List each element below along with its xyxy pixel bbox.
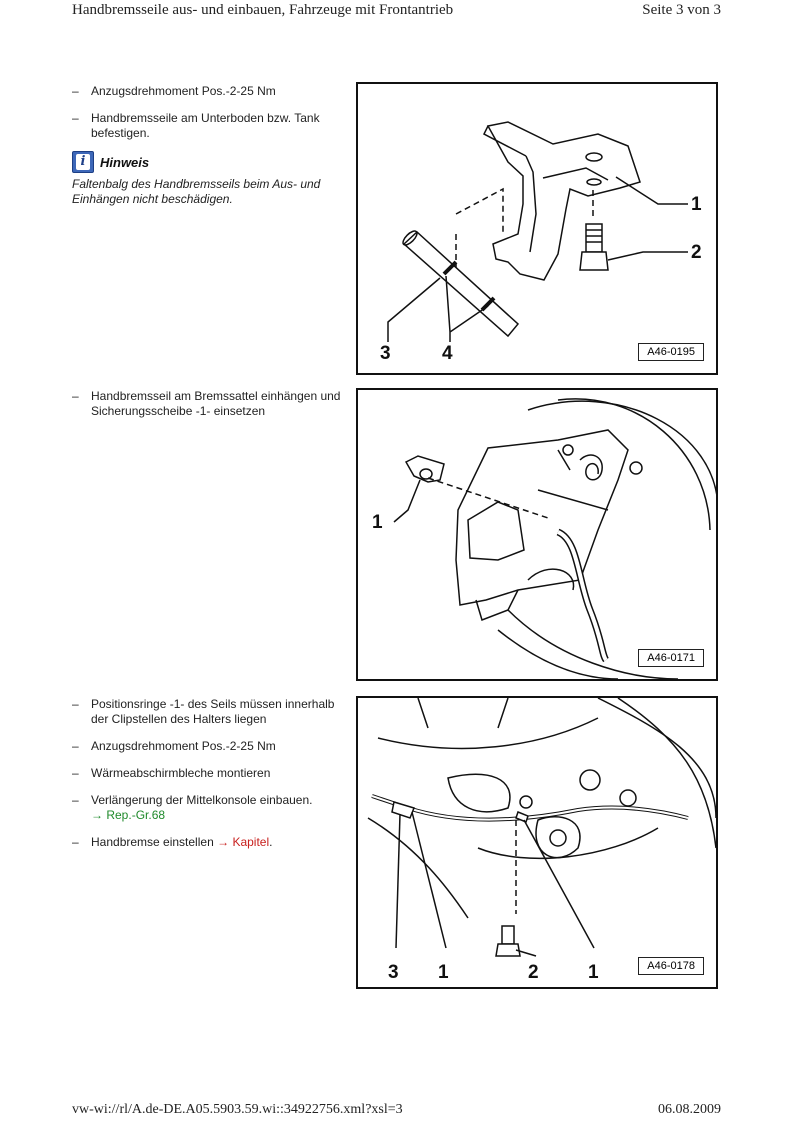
figure-a46-0195 [356, 82, 718, 375]
callout-1: 1 [372, 512, 383, 533]
page-number: Seite 3 von 3 [642, 2, 721, 18]
figure-a46-0178 [356, 696, 718, 989]
list-item: – Verlängerung der Mittelkonsole einbauen. → Rep.-Gr.68 [72, 793, 313, 822]
list-item: – Anzugsdrehmoment Pos.-2-25 Nm [72, 739, 276, 753]
link-arrow: → [217, 835, 230, 849]
info-icon: i [72, 151, 94, 173]
figure-a46-0171 [356, 388, 718, 681]
step-list-3 [72, 697, 354, 862]
callout-1: 1 [588, 962, 599, 983]
figure-code: A46-0195 [638, 343, 704, 361]
note-box [72, 151, 354, 207]
print-date: 06.08.2009 [658, 1102, 721, 1117]
link-kapitel[interactable]: Kapitel [232, 835, 270, 849]
note-text: Faltenbalg des Handbremsseils beim Aus- und Einhängen nicht beschädigen. [72, 177, 321, 206]
list-item: – Anzugsdrehmoment Pos.-2-25 Nm [72, 84, 276, 98]
callout-3: 3 [380, 343, 391, 364]
callout-3: 3 [388, 962, 399, 983]
list-item: – Handbremse einstellen → Kapitel. [72, 835, 273, 849]
list-item: – Handbremsseil am Bremssattel einhängen und Sicherungsscheibe -1- einsetzen [72, 389, 341, 418]
callout-2: 2 [691, 242, 702, 263]
document-path: vw-wi://rl/A.de-DE.A05.5903.59.wi::34922756.xml?xsl=3 [72, 1102, 403, 1117]
figure-code: A46-0171 [638, 649, 704, 667]
link-rep-gr-68[interactable]: Rep.-Gr.68 [106, 808, 166, 822]
step-list-1 [72, 84, 354, 153]
page-title: Handbremsseile aus- und einbauen, Fahrzeuge mit Frontantrieb [72, 2, 454, 18]
list-item: – Wärmeabschirmbleche montieren [72, 766, 271, 780]
callout-1: 1 [438, 962, 449, 983]
link-arrow: → [91, 808, 103, 822]
callout-2: 2 [528, 962, 539, 983]
callout-1: 1 [691, 194, 702, 215]
bracket-illustration [358, 84, 716, 373]
note-title: Hinweis [100, 154, 150, 170]
underbody-illustration [358, 698, 716, 987]
caliper-illustration [358, 390, 716, 679]
figure-code: A46-0178 [638, 957, 704, 975]
step-list-2 [72, 389, 354, 431]
list-item: – Positionsringe -1- des Seils müssen innerhalb der Clipstellen des Halters liegen [72, 697, 335, 726]
callout-4: 4 [442, 343, 453, 364]
list-item: – Handbremsseile am Unterboden bzw. Tank befestigen. [72, 111, 320, 140]
